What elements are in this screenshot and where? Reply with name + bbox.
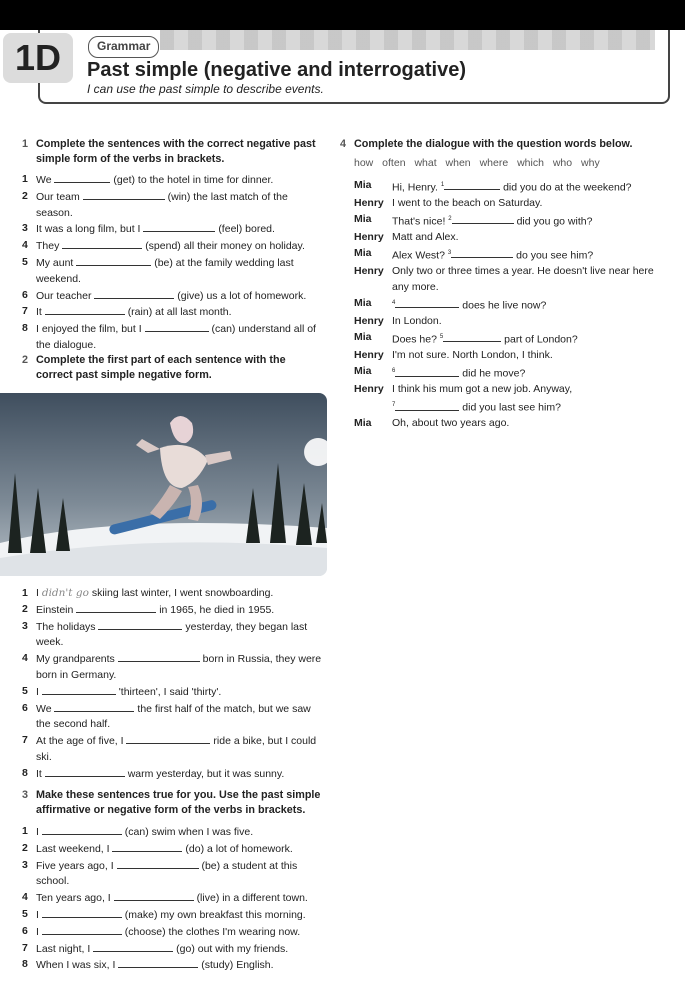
exercise-item: 4 Ten years ago, I (live) in a different town. — [22, 891, 308, 905]
answer-blank[interactable] — [54, 172, 110, 183]
answer-blank[interactable] — [126, 733, 210, 744]
exercise-item: 4 My grandparents born in Russia, they were born in Germany. — [22, 652, 322, 681]
answer-blank[interactable] — [42, 924, 122, 935]
answer-blank[interactable] — [54, 701, 134, 712]
answer-blank[interactable] — [451, 247, 513, 258]
exercise-item: 1 We (get) to the hotel in time for dinner. — [22, 173, 274, 186]
dialogue-line: Mia $^4$ does he live now? — [354, 296, 547, 312]
exercise-item: 2 Last weekend, I (do) a lot of homework. — [22, 841, 293, 855]
exercise-item: 7 At the age of five, I ride a bike, but I could ski. — [22, 734, 317, 763]
exercise-item: 8 When I was six, I (study) English. — [22, 958, 274, 972]
answer-blank[interactable] — [83, 189, 165, 200]
answer-blank[interactable] — [42, 684, 116, 695]
answer-blank[interactable] — [76, 602, 156, 613]
answer-blank[interactable] — [395, 297, 459, 308]
dialogue-line: Mia $^6$ did he move? — [354, 365, 526, 380]
exercise-4-instruction: 4 Complete the dialogue with the question words below. — [340, 138, 633, 150]
answer-blank[interactable] — [112, 841, 182, 852]
exercise-item: 5 I (make) my own breakfast this morning. — [22, 907, 306, 921]
dialogue-line: $^7$ did you last see him? — [392, 401, 561, 414]
example-answer: didn't go — [41, 587, 89, 599]
answer-blank[interactable] — [93, 941, 173, 952]
header-pattern-strip — [160, 30, 655, 50]
exercise-item: 5 I 'thirteen', I said 'thirty'. — [22, 684, 222, 698]
exercise-2-header — [22, 353, 324, 383]
answer-blank[interactable] — [76, 255, 151, 266]
answer-blank[interactable] — [42, 824, 122, 835]
top-black-bar — [0, 0, 685, 30]
page-title: Past simple (negative and interrogative) — [87, 59, 466, 81]
answer-blank[interactable] — [98, 619, 182, 630]
exercise-4 — [340, 137, 658, 432]
exercise-item: 3 The holidays yesterday, they began last week. — [22, 619, 308, 649]
answer-blank[interactable] — [118, 957, 198, 968]
dialogue-line: Mia Hi, Henry. $^1$ did you do at the weekend? — [354, 178, 632, 194]
exercise-item: 6 I (choose) the clothes I'm wearing now. — [22, 924, 301, 938]
dialogue-line: Henry I think his mum got a new job. Anyway, — [354, 383, 573, 396]
exercise-item: 8 It warm yesterday, but it was sunny. — [22, 766, 285, 780]
exercise-number: 2 — [22, 354, 29, 366]
answer-blank[interactable] — [94, 288, 174, 299]
answer-blank[interactable] — [143, 221, 215, 232]
answer-blank[interactable] — [114, 890, 194, 901]
answer-blank[interactable] — [42, 907, 122, 918]
answer-blank[interactable] — [45, 304, 125, 315]
dialogue-line: Henry Only two or three times a year. He doesn't live near here any more. — [354, 265, 654, 294]
snowboarder-photo — [0, 393, 327, 576]
dialogue-line: Henry Matt and Alex. — [354, 231, 459, 244]
answer-blank[interactable] — [444, 179, 500, 190]
answer-blank[interactable] — [395, 400, 459, 411]
question-word-box: how often what when where which who why — [354, 157, 600, 169]
exercise-item: 3 It was a long film, but I (feel) bored. — [22, 222, 275, 236]
answer-blank[interactable] — [45, 766, 125, 777]
exercise-3 — [22, 788, 324, 974]
exercise-item: 5 My aunt (be) at the family wedding last weekend. — [22, 255, 294, 285]
answer-blank[interactable] — [145, 321, 209, 332]
exercise-item: 2 Our team (win) the last match of the season. — [22, 189, 288, 219]
dialogue-line: Mia Oh, about two years ago. — [354, 417, 510, 430]
exercise-1 — [22, 137, 324, 354]
dialogue-line: Henry I'm not sure. North London, I think. — [354, 349, 553, 362]
dialogue-line: Mia That's nice! $^2$ did you go with? — [354, 212, 593, 228]
exercise-2 — [22, 586, 324, 783]
exercise-item: 8 I enjoyed the film, but I (can) understand all of the dialogue. — [22, 322, 316, 351]
exercise-3-instruction: 3 Make these sentences true for you. Use the past simple affirmative or negative form of the verbs in brackets. — [22, 789, 321, 816]
exercise-item: 7 Last night, I (go) out with my friends. — [22, 941, 289, 955]
exercise-item: 3 Five years ago, I (be) a student at this school. — [22, 858, 298, 888]
answer-blank[interactable] — [62, 238, 142, 249]
answer-blank[interactable] — [118, 651, 200, 662]
exercise-item: 6 We the first half of the match, but we saw the second half. — [22, 701, 311, 731]
answer-blank[interactable] — [452, 213, 514, 224]
exercise-item: 6 Our teacher (give) us a lot of homework. — [22, 288, 307, 302]
exercise-number: 1 — [22, 138, 29, 150]
exercise-item: 4 They (spend) all their money on holiday. — [22, 239, 305, 253]
unit-badge: 1D — [3, 33, 73, 83]
section-label: Grammar — [88, 36, 159, 58]
dialogue — [340, 178, 658, 432]
exercise-item: 1 I (can) swim when I was five. — [22, 825, 254, 838]
answer-blank[interactable] — [443, 331, 501, 342]
exercise-item: 2 Einstein in 1965, he died in 1955. — [22, 602, 275, 616]
learning-objective: I can use the past simple to describe events. — [87, 82, 324, 96]
exercise-2-instruction: 2 Complete the first part of each sentence with the correct past simple negative form. — [22, 354, 286, 381]
exercise-number: 4 — [340, 138, 347, 150]
answer-blank[interactable] — [117, 858, 199, 869]
dialogue-line: Mia Does he? $^5$ part of London? — [354, 330, 578, 346]
exercise-item: 7 It (rain) at all last month. — [22, 305, 232, 319]
dialogue-line: Henry In London. — [354, 315, 442, 328]
exercise-1-instruction: 1 Complete the sentences with the correct negative past simple form of the verbs in brackets. — [22, 138, 316, 165]
exercise-number: 3 — [22, 789, 29, 801]
answer-blank[interactable] — [395, 366, 459, 377]
dialogue-line: Henry I went to the beach on Saturday. — [354, 197, 543, 210]
exercise-item-example: 1 I didn't go skiing last winter, I went snowboarding. — [22, 587, 274, 599]
dialogue-line: Mia Alex West? $^3$ do you see him? — [354, 246, 594, 262]
